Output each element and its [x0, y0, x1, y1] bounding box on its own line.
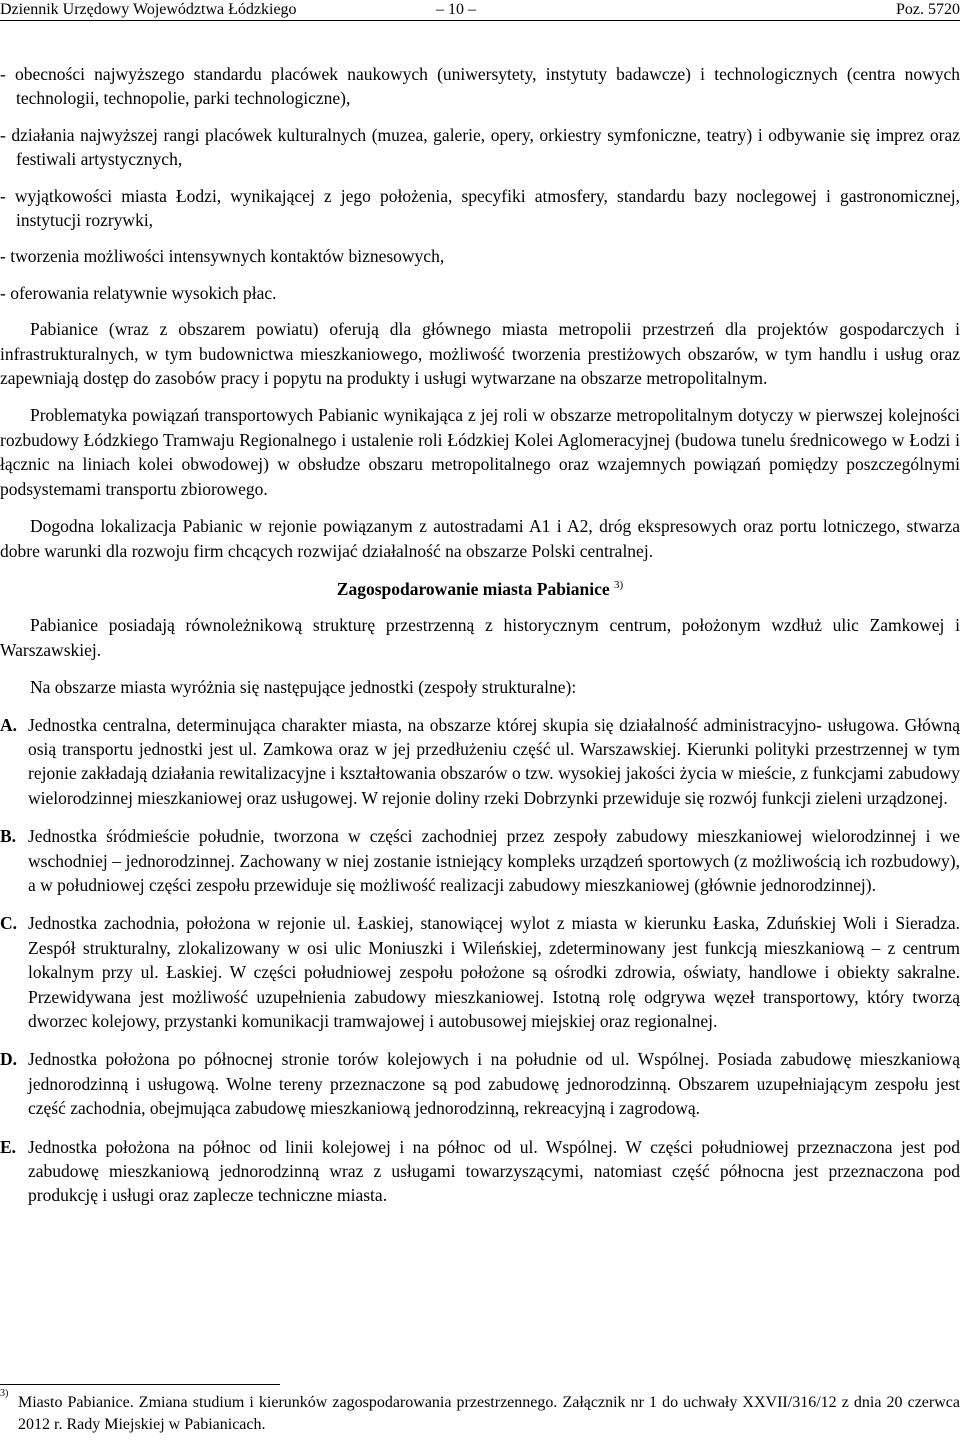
document-body [0, 62, 960, 1222]
unit-item [0, 911, 960, 1033]
unit-letter: B. [0, 826, 17, 847]
journal-title: Dziennik Urzędowy Województwa Łódzkiego [0, 1, 297, 18]
paragraph: Na obszarze miasta wyróżnia się następujące jednostki (zespoły strukturalne): [30, 677, 577, 698]
bullet-item: - działania najwyższej rangi placówek kulturalnych (muzea, galerie, opery, orkiestry symfoniczne, teatry) i odbywanie się imprez oraz festiwali artystycznych, [0, 124, 960, 170]
bullet-item: - obecności najwyższego standardu placówek naukowych (uniwersytety, instytuty badawcze) i technologicznych (centra nowych technologii, technopolie, parki technologiczne), [0, 64, 960, 109]
section-title: Zagospodarowanie miasta Pabianice [336, 578, 610, 599]
unit-text: Jednostka położona na północ od linii kolejowej i na północ od ul. Wspólnej. W części południowej przeznaczona jest pod zabudowę mieszkaniową jednorodzinną wraz z usługami towarzyszącymi, natomiast część północna jest przeznaczona pod produkcję i usługi oraz zaplecze techniczne miasta. [28, 1136, 960, 1206]
unit-text: Jednostka centralna, determinująca charakter miasta, na obszarze której skupia się działalność administracyjno- usługowa. Główną osią transportu jednostki jest ul. Zamkowa oraz w jej przedłużeniu część ul. Warszawskiej. Kierunki polityki przestrzennej w tym rejonie zakładają działania rewitalizacyjne i kształtowania obszarów o tzw. wysokiej jakości życia w mieście, z funkcjami zabudowy wielorodzinnej mieszkaniowej oraz usługowej. W rejonie doliny rzeki Dobrzynki przewiduje się rozwój funkcji zieleni urządzonej. [28, 714, 960, 808]
footnote [0, 1388, 960, 1436]
unit-letter: D. [0, 1049, 18, 1070]
page-number: – 10 – [436, 1, 476, 18]
section-heading [0, 577, 960, 601]
unit-item [0, 1047, 960, 1120]
unit-list [0, 713, 960, 1208]
bullet-item: - wyjątkowości miasta Łodzi, wynikającej z jego położenia, specyfiki atmosfery, standardu bazy noclegowej i gastronomicznej, instytucji rozrywki, [0, 185, 960, 231]
paragraph: Pabianice posiadają równoleżnikową strukturę przestrzenną z historycznym centrum, położonym wzdłuż ulic Zamkowej i Warszawskiej. [0, 615, 960, 660]
unit-letter: C. [0, 913, 18, 934]
unit-text: Jednostka położona po północnej stronie torów kolejowych i na południe od ul. Wspólnej. Posiada zabudowę mieszkaniową jednorodzinną i usługową. Wolne tereny przeznaczone są pod zabudowę jednorodzinną. Obszarem uzupełniającym zespołu jest część zachodnia, obejmująca zabudowę mieszkaniową jednorodzinną, rekreacyjną i zagrodową. [28, 1049, 960, 1119]
bullet-list [0, 62, 960, 305]
unit-text: Jednostka zachodnia, położona w rejonie ul. Łaskiej, stanowiącej wylot z miasta w kierunku Łaska, Zduńskiej Woli i Sieradza. Zespół strukturalny, zlokalizowany w osi ulic Moniuszki i Wileńskiej, zdeterminowany jest funkcją mieszkaniową – z centrum lokalnym przy ul. Łaskiej. W części południowej zespołu położone są ośrodki zdrowia, oświaty, handlowe i obiekty sakralne. Przewidywana jest możliwość uzupełnienia zabudowy mieszkaniowej. Istotną rolę odgrywa węzeł transportowy, który tworzą dworzec kolejowy, przystanki komunikacji tramwajowej i autobusowej miejskiej oraz regionalnej. [28, 913, 960, 1031]
position-number: Poz. 5720 [896, 1, 960, 18]
paragraph: Problematyka powiązań transportowych Pabianic wynikająca z jej roli w obszarze metropolitalnym dotyczy w pierwszej kolejności rozbudowy Łódzkiego Tramwaju Regionalnego i ustalenie roli Łódzkiej Kolei Aglomeracyjnej (budowa tunelu średnicowego w Łodzi i łącznic na liniach kolei obwodowej) w obsłudze obszaru metropolitalnego oraz wzajemnych powiązań pomiędzy poszczególnymi podsystemami transportu zbiorowego. [0, 405, 960, 499]
footnote-reference: 3) [614, 579, 624, 592]
unit-item [0, 713, 960, 811]
paragraph: Pabianice (wraz z obszarem powiatu) oferują dla głównego miasta metropolii przestrzeń dla projektów gospodarczych i infrastrukturalnych, w tym budownictwa mieszkaniowego, możliwość tworzenia prestiżowych obszarów, w tym handlu i usług oraz zapewniają dostęp do zasobów pracy i popytu na produkty i usługi wytwarzane na obszarze metropolitalnym. [0, 319, 960, 389]
footnote-divider [0, 1384, 280, 1385]
unit-letter: A. [0, 714, 18, 735]
bullet-item: - tworzenia możliwości intensywnych kontaktów biznesowych, [0, 246, 445, 267]
unit-letter: E. [0, 1136, 17, 1157]
bullet-item: - oferowania relatywnie wysokich płac. [0, 282, 277, 303]
header-divider [0, 20, 960, 21]
unit-text: Jednostka śródmieście południe, tworzona w części zachodniej przez zespoły zabudowy mieszkaniowej wielorodzinnej i we wschodniej – jednorodzinnej. Zachowany w niej zostanie istniejący kompleks urządzeń sportowych (z możliwością ich rozbudowy), a w południowej części zespołu przewiduje się możliwość realizacji zabudowy mieszkaniowej (głównie jednorodzinnej). [28, 826, 960, 895]
paragraph: Dogodna lokalizacja Pabianic w rejonie powiązanym z autostradami A1 i A2, dróg ekspresowych oraz portu lotniczego, stwarza dobre warunki dla rozwoju firm chcących rozwijać działalność na obszarze Polski centralnej. [0, 516, 960, 561]
footnote-marker: 3) [0, 1388, 9, 1399]
footnote-text: Miasto Pabianice. Zmiana studium i kierunków zagospodarowania przestrzennego. Załącznik nr 1 do uchwały XXVII/316/12 z dnia 20 czerwca 2012 r. Rady Miejskiej w Pabianicach. [18, 1394, 960, 1433]
page-header [0, 0, 960, 20]
unit-item [0, 1135, 960, 1208]
unit-item [0, 824, 960, 897]
